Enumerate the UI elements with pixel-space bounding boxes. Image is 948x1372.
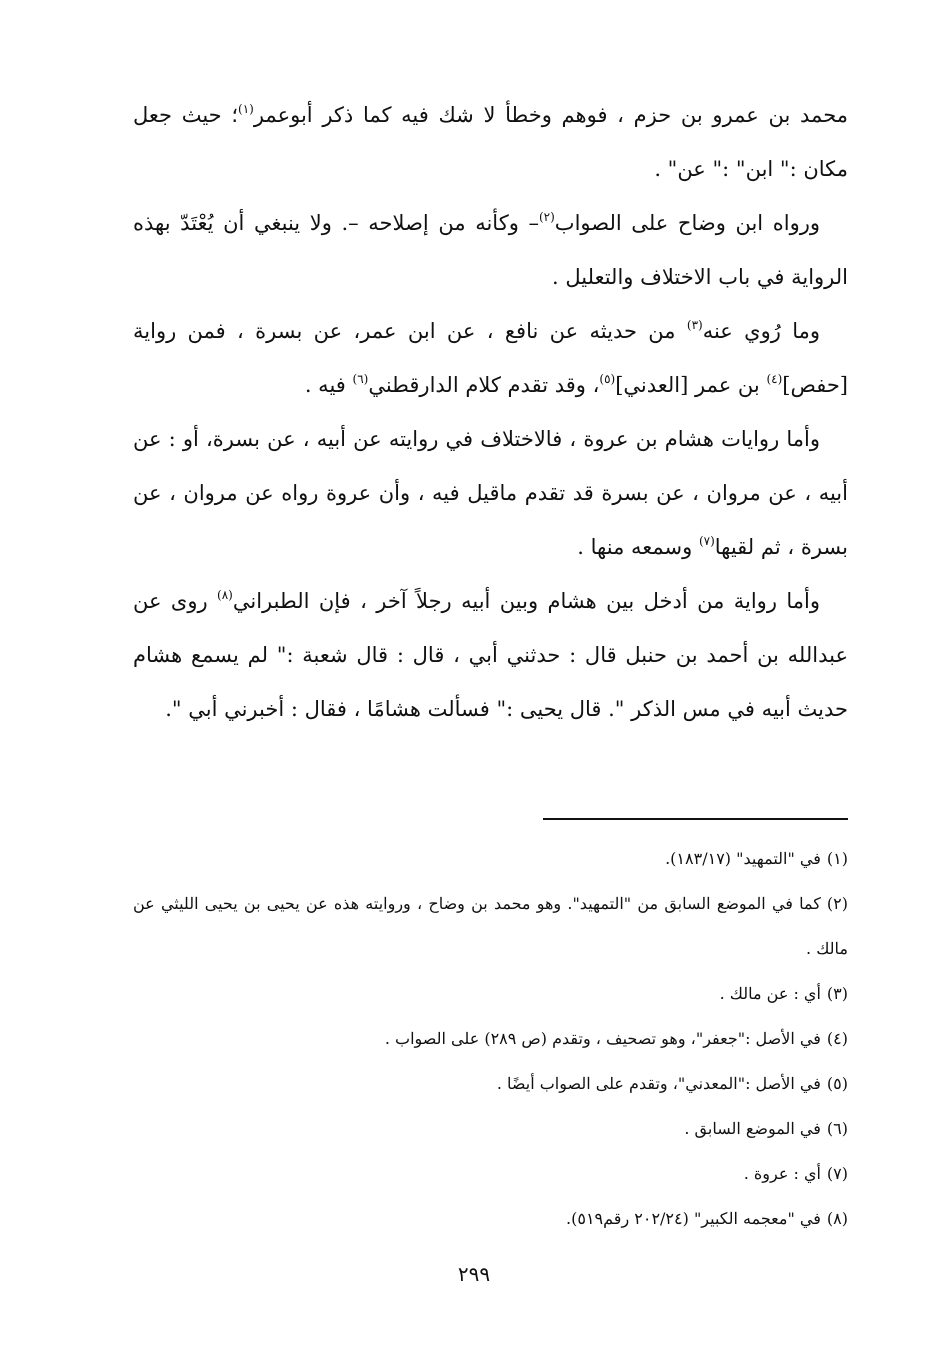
footnote-text: كما في الموضع السابق من "التمهيد". وهو محمد بن وضاح ، وروايته هذه عن يحيى بن يحيى الليثي عن مالك .	[133, 894, 848, 958]
text-span: وأما رواية من أدخل بين هشام وبين أبيه رجلاً آخر ، فإن الطبراني	[232, 589, 820, 613]
footnote-1	[133, 836, 848, 881]
main-text	[133, 88, 848, 736]
footnote-number: (٤)	[826, 1029, 848, 1048]
text-span: من حديثه عن نافع ، عن ابن عمر، عن بسرة ، فمن رواية [حفص]	[133, 319, 848, 397]
text-span: ؛ حيث جعل مكان :" ابن" :" عن" .	[133, 103, 848, 181]
footnote-ref: (٥)	[599, 372, 616, 386]
footnote-4	[133, 1016, 848, 1061]
footnote-text: في الأصل :"جعفر"، وهو تصحيف ، وتقدم (ص ٢٨٩) على الصواب .	[384, 1029, 821, 1048]
footnote-text: في الأصل :"المعدني"، وتقدم على الصواب أيضًا .	[496, 1074, 821, 1093]
paragraph-1	[133, 88, 848, 196]
text-span: فيه .	[304, 373, 353, 397]
text-span: وسمعه منها .	[577, 535, 699, 559]
footnote-text: أي : عن مالك .	[719, 984, 821, 1003]
footnote-ref: (٢)	[538, 210, 555, 224]
footnote-divider	[543, 818, 848, 820]
text-span: – وكأنه من إصلاحه –. ولا ينبغي أن يُعْتَدّ بهذه الرواية في باب الاختلاف والتعليل .	[133, 211, 848, 289]
footnote-number: (٥)	[826, 1074, 848, 1093]
footnote-number: (٣)	[826, 984, 848, 1003]
page-number: ٢٩٩	[457, 1262, 491, 1286]
footnote-number: (١)	[826, 849, 848, 868]
footnote-7	[133, 1151, 848, 1196]
footnote-ref: (٧)	[698, 534, 715, 548]
footnote-ref: (٦)	[352, 372, 369, 386]
text-span: وأما روايات هشام بن عروة ، فالاختلاف في روايته عن أبيه ، عن بسرة، أو : عن أبيه ، عن مروان ، عن بسرة قد تقدم ماقيل فيه ، وأن عروة رواه عن مروان ، عن بسرة ، ثم لقيها	[133, 427, 848, 559]
text-span: وما رُوي عنه	[702, 319, 821, 343]
footnote-number: (٦)	[826, 1119, 848, 1138]
footnote-ref: (٨)	[217, 588, 233, 602]
footnote-5	[133, 1061, 848, 1106]
paragraph-5	[133, 574, 848, 736]
footnote-ref: (٤)	[766, 372, 783, 386]
text-span: روى عن عبدالله بن أحمد بن حنبل قال : حدثني أبي ، قال : قال شعبة :" لم يسمع هشام حديث أبيه في مس الذكر ". قال يحيى :" فسألت هشامًا ، فقال : أخبرني أبي ".	[133, 589, 848, 721]
text-span: ، وقد تقدم كلام الدارقطني	[368, 373, 600, 397]
footnote-text: أي : عروة .	[743, 1164, 821, 1183]
text-span: محمد بن عمرو بن حزم ، فوهم وخطأ لا شك فيه كما ذكر أبوعمر	[253, 103, 848, 127]
paragraph-2	[133, 196, 848, 304]
paragraph-4	[133, 412, 848, 574]
footnote-text: في "معجمه الكبير" (٢٠٢/٢٤ رقم٥١٩).	[566, 1209, 821, 1228]
footnote-number: (٨)	[826, 1209, 848, 1228]
paragraph-3	[133, 304, 848, 412]
footnote-ref: (٣)	[686, 318, 703, 332]
footnote-8	[133, 1196, 848, 1241]
footnote-text: في الموضع السابق .	[684, 1119, 821, 1138]
text-span: بن عمر [العدني]	[615, 373, 767, 397]
footnote-6	[133, 1106, 848, 1151]
footnote-ref: (١)	[238, 102, 254, 116]
footnote-2	[133, 881, 848, 971]
footnote-3	[133, 971, 848, 1016]
footnote-text: في "التمهيد" (١٨٣/١٧).	[665, 849, 821, 868]
footnote-number: (٢)	[826, 894, 848, 913]
text-span: ورواه ابن وضاح على الصواب	[554, 211, 821, 235]
footnote-number: (٧)	[826, 1164, 848, 1183]
footnotes	[133, 836, 848, 1241]
